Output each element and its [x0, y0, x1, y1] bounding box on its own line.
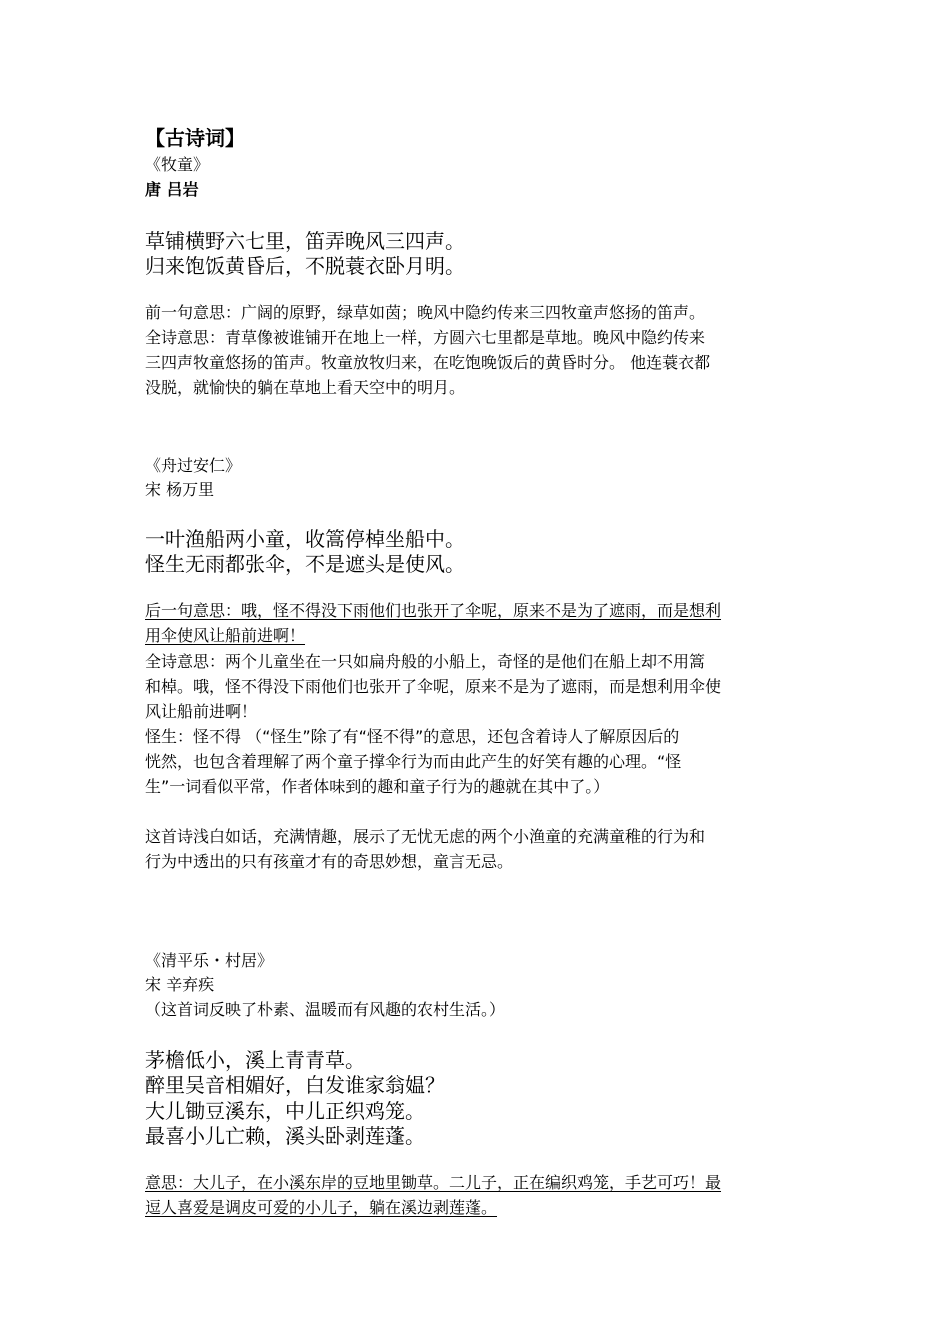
poem-note: 和棹。哦，怪不得没下雨他们也张开了伞呢，原来不是为了遮雨，而是想利用伞使 [145, 677, 722, 696]
poem-note: 风让船前进啊！ [145, 702, 258, 721]
poem-line: 大儿锄豆溪东，中儿正织鸡笼。 [145, 1099, 425, 1123]
poem-line: 一叶渔船两小童，收篙停棹坐船中。 [145, 527, 465, 551]
poem-note: 意思：大儿子，在小溪东岸的豆地里锄草。二儿子，正在编织鸡笼，手艺可巧！最 [145, 1173, 722, 1192]
poem-note: 全诗意思：两个儿童坐在一只如扁舟般的小船上，奇怪的是他们在船上却不用篙 [145, 652, 706, 671]
poem-summary: 这首诗浅白如话，充满情趣，展示了无忧无虑的两个小渔童的充满童稚的行为和 [145, 827, 706, 846]
poem-intro: （这首词反映了朴素、温暖而有风趣的农村生活。） [145, 1000, 506, 1019]
poem-title: 《牧童》 [145, 155, 210, 174]
poem-note: 用伞使风让船前进啊！ [145, 626, 306, 645]
poem-note: 逗人喜爱是调皮可爱的小儿子，躺在溪边剥莲蓬。 [145, 1198, 498, 1217]
poem-author: 宋 杨万里 [145, 480, 215, 499]
poem-note: 没脱，就愉快的躺在草地上看天空中的明月。 [145, 378, 466, 397]
section-heading: 【古诗词】 [145, 126, 245, 150]
poem-line: 茅檐低小，溪上青青草。 [145, 1048, 365, 1072]
poem-summary: 行为中透出的只有孩童才有的奇思妙想，童言无忌。 [145, 852, 514, 871]
poem-line: 草铺横野六七里，笛弄晚风三四声。 [145, 229, 465, 253]
poem-line: 归来饱饭黄昏后，不脱蓑衣卧月明。 [145, 254, 465, 278]
poem-note: 怪生：怪不得 （“怪生”除了有“怪不得”的意思，还包含着诗人了解原因后的 [145, 727, 680, 746]
poem-note: 恍然，也包含着理解了两个童子撑伞行为而由此产生的好笑有趣的心理。“怪 [145, 752, 682, 771]
poem-note: 三四声牧童悠扬的笛声。牧童放牧归来，在吃饱晚饭后的黄昏时分。 他连蓑衣都 [145, 353, 711, 372]
poem-line: 最喜小儿亡赖，溪头卧剥莲蓬。 [145, 1124, 425, 1148]
poem-line: 怪生无雨都张伞，不是遮头是使风。 [145, 552, 465, 576]
poem-title: 《舟过安仁》 [145, 456, 242, 475]
poem-note: 生”一词看似平常，作者体味到的趣和童子行为的趣就在其中了。） [145, 777, 610, 796]
poem-author: 宋 辛弃疾 [145, 975, 215, 994]
poem-note: 后一句意思：哦，怪不得没下雨他们也张开了伞呢，原来不是为了遮雨，而是想利 [145, 601, 722, 620]
poem-note: 全诗意思：青草像被谁铺开在地上一样，方圆六七里都是草地。晚风中隐约传来 [145, 328, 706, 347]
poem-note: 前一句意思：广阔的原野，绿草如茵；晚风中隐约传来三四牧童声悠扬的笛声。 [145, 303, 706, 322]
poem-line: 醉里吴音相媚好，白发谁家翁媪？ [145, 1073, 445, 1097]
poem-author: 唐 吕岩 [145, 180, 199, 199]
poem-title: 《清平乐・村居》 [145, 951, 274, 970]
